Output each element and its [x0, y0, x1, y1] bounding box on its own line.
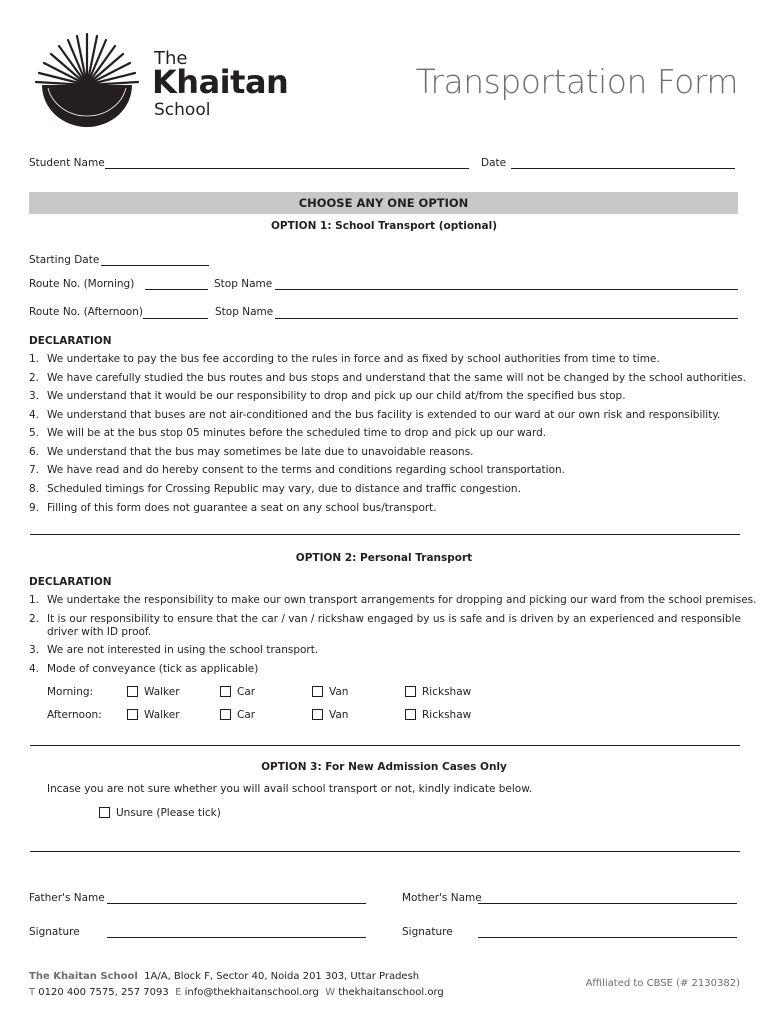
list-number: 1. — [29, 353, 40, 365]
stop-name-morning-field[interactable] — [275, 289, 738, 290]
list-text: We undertake to pay the bus fee according to the rules in force and as fixed by school authorities from time to time. — [47, 353, 660, 365]
form-title: Transportation Form — [415, 62, 738, 101]
father-signature-field[interactable] — [107, 937, 366, 938]
list-text: Filling of this form does not guarantee a seat on any school bus/transport. — [47, 502, 437, 514]
checkbox[interactable] — [99, 807, 110, 818]
morning-rickshaw[interactable] — [405, 686, 471, 698]
list-text: We have read and do hereby consent to the terms and conditions regarding school transportation. — [47, 464, 565, 476]
choose-option-banner — [29, 192, 738, 214]
afternoon-van[interactable] — [312, 709, 348, 721]
list-item — [29, 446, 474, 458]
list-text: We understand that buses are not air-conditioned and the bus facility is extended to our ward at our own risk and responsibility. — [47, 409, 721, 421]
list-text: We undertake the responsibility to make our own transport arrangements for dropping and picking our ward from the school premises. — [47, 594, 757, 606]
section-divider — [30, 534, 740, 535]
route-morning-field[interactable] — [145, 289, 208, 290]
option1-declaration-title: DECLARATION — [29, 335, 112, 347]
checkbox[interactable] — [312, 686, 323, 697]
list-item — [29, 390, 626, 402]
morning-label: Morning: — [47, 686, 94, 698]
banner-text: CHOOSE ANY ONE OPTION — [298, 196, 469, 210]
list-number: 7. — [29, 464, 40, 476]
footer-email[interactable]: info@thekhaitanschool.org — [184, 987, 319, 998]
list-item — [29, 663, 258, 675]
list-item — [29, 409, 720, 421]
list-item — [29, 594, 756, 606]
checkbox[interactable] — [220, 709, 231, 720]
footer-school-name: The Khaitan School — [29, 971, 138, 982]
list-number: 1. — [29, 594, 40, 606]
list-number: 4. — [29, 409, 40, 421]
list-number: 6. — [29, 446, 40, 458]
father-name-label: Father's Name — [29, 892, 105, 904]
option-label: Van — [329, 686, 349, 698]
option2-title: OPTION 2: Personal Transport — [295, 552, 473, 564]
section-divider — [30, 745, 740, 746]
morning-van[interactable] — [312, 686, 348, 698]
option-label: Car — [237, 686, 256, 698]
school-logo — [32, 30, 142, 130]
list-number: 2. — [29, 613, 40, 625]
option-label: Car — [237, 709, 256, 721]
starting-date-field[interactable] — [101, 265, 209, 266]
option-label: Walker — [144, 686, 180, 698]
email-label: E — [175, 987, 182, 998]
option-label: Rickshaw — [422, 686, 472, 698]
list-number: 4. — [29, 663, 40, 675]
checkbox[interactable] — [405, 686, 416, 697]
footer-phone: 0120 400 7575, 257 7093 — [38, 987, 169, 998]
option-label: Van — [329, 709, 349, 721]
checkbox[interactable] — [127, 686, 138, 697]
logo-word-school: School — [154, 100, 211, 120]
list-text: We understand that it would be our responsibility to drop and pick up our child at/from the specified bus stop. — [47, 390, 626, 402]
afternoon-rickshaw[interactable] — [405, 709, 471, 721]
list-text: Mode of conveyance (tick as applicable) — [47, 663, 259, 675]
section-divider — [30, 851, 740, 852]
list-text: We will be at the bus stop 05 minutes before the scheduled time to drop and pick up our ward. — [47, 427, 547, 439]
stop-name-afternoon-field[interactable] — [275, 318, 738, 319]
unsure-option[interactable] — [99, 807, 221, 819]
checkbox[interactable] — [127, 709, 138, 720]
list-item — [29, 626, 151, 638]
logo-word-khaitan: Khaitan — [152, 63, 289, 101]
option-label: Unsure (Please tick) — [116, 807, 221, 819]
footer-address-line — [29, 971, 419, 982]
morning-walker[interactable] — [127, 686, 180, 698]
list-number: 5. — [29, 427, 40, 439]
list-text: Scheduled timings for Crossing Republic may vary, due to distance and traffic congestion. — [47, 483, 521, 495]
list-item — [29, 353, 660, 365]
date-label: Date — [481, 157, 507, 169]
list-number: 8. — [29, 483, 40, 495]
route-afternoon-field[interactable] — [143, 318, 208, 319]
morning-car[interactable] — [220, 686, 255, 698]
affiliation-note: Affiliated to CBSE (# 2130382) — [585, 978, 740, 989]
list-text: driver with ID proof. — [47, 626, 152, 638]
option1-title: OPTION 1: School Transport (optional) — [270, 220, 498, 232]
list-item — [29, 483, 521, 495]
list-text: We understand that the bus may sometimes be late due to unavoidable reasons. — [47, 446, 474, 458]
list-number: 3. — [29, 390, 40, 402]
option2-declaration-title: DECLARATION — [29, 576, 112, 588]
list-text: We are not interested in using the school transport. — [47, 644, 319, 656]
web-label: W — [325, 987, 336, 998]
father-signature-label: Signature — [29, 926, 80, 938]
afternoon-label: Afternoon: — [47, 709, 102, 721]
list-item — [29, 372, 746, 384]
mother-name-field[interactable] — [478, 903, 737, 904]
date-field[interactable] — [511, 168, 735, 169]
checkbox[interactable] — [312, 709, 323, 720]
afternoon-walker[interactable] — [127, 709, 180, 721]
option-label: Rickshaw — [422, 709, 472, 721]
checkbox[interactable] — [220, 686, 231, 697]
afternoon-car[interactable] — [220, 709, 255, 721]
starting-date-label: Starting Date — [29, 254, 100, 266]
route-morning-label: Route No. (Morning) — [29, 278, 135, 290]
stop-name-afternoon-label: Stop Name — [215, 306, 274, 318]
option3-title: OPTION 3: For New Admission Cases Only — [261, 761, 507, 773]
mother-signature-field[interactable] — [478, 937, 737, 938]
list-item — [29, 613, 741, 625]
option-label: Walker — [144, 709, 180, 721]
list-number: 2. — [29, 372, 40, 384]
sunburst-icon — [32, 30, 142, 130]
phone-label: T — [29, 987, 36, 998]
footer-contact-line — [29, 987, 444, 998]
option3-text: Incase you are not sure whether you will avail school transport or not, kindly indicate below. — [47, 783, 533, 795]
list-text: We have carefully studied the bus routes and bus stops and understand that the same will not be changed by the school authorities. — [47, 372, 747, 384]
list-item — [29, 644, 318, 656]
logo-word-the: The — [154, 48, 188, 69]
list-number: 9. — [29, 502, 40, 514]
list-number: 3. — [29, 644, 40, 656]
checkbox[interactable] — [405, 709, 416, 720]
mother-name-label: Mother's Name — [402, 892, 482, 904]
footer-address: 1A/A, Block F, Sector 40, Noida 201 303, Uttar Pradesh — [144, 971, 420, 982]
mother-signature-label: Signature — [402, 926, 453, 938]
list-item — [29, 502, 437, 514]
footer-website[interactable]: thekhaitanschool.org — [338, 987, 444, 998]
list-text: It is our responsibility to ensure that the car / van / rickshaw engaged by us is safe and is driven by an experienced and responsible — [47, 613, 741, 625]
route-afternoon-label: Route No. (Afternoon) — [29, 306, 143, 318]
father-name-field[interactable] — [107, 903, 366, 904]
student-name-field[interactable] — [105, 168, 469, 169]
list-item — [29, 427, 546, 439]
stop-name-morning-label: Stop Name — [214, 278, 273, 290]
student-name-label: Student Name — [29, 157, 105, 169]
list-item — [29, 464, 565, 476]
